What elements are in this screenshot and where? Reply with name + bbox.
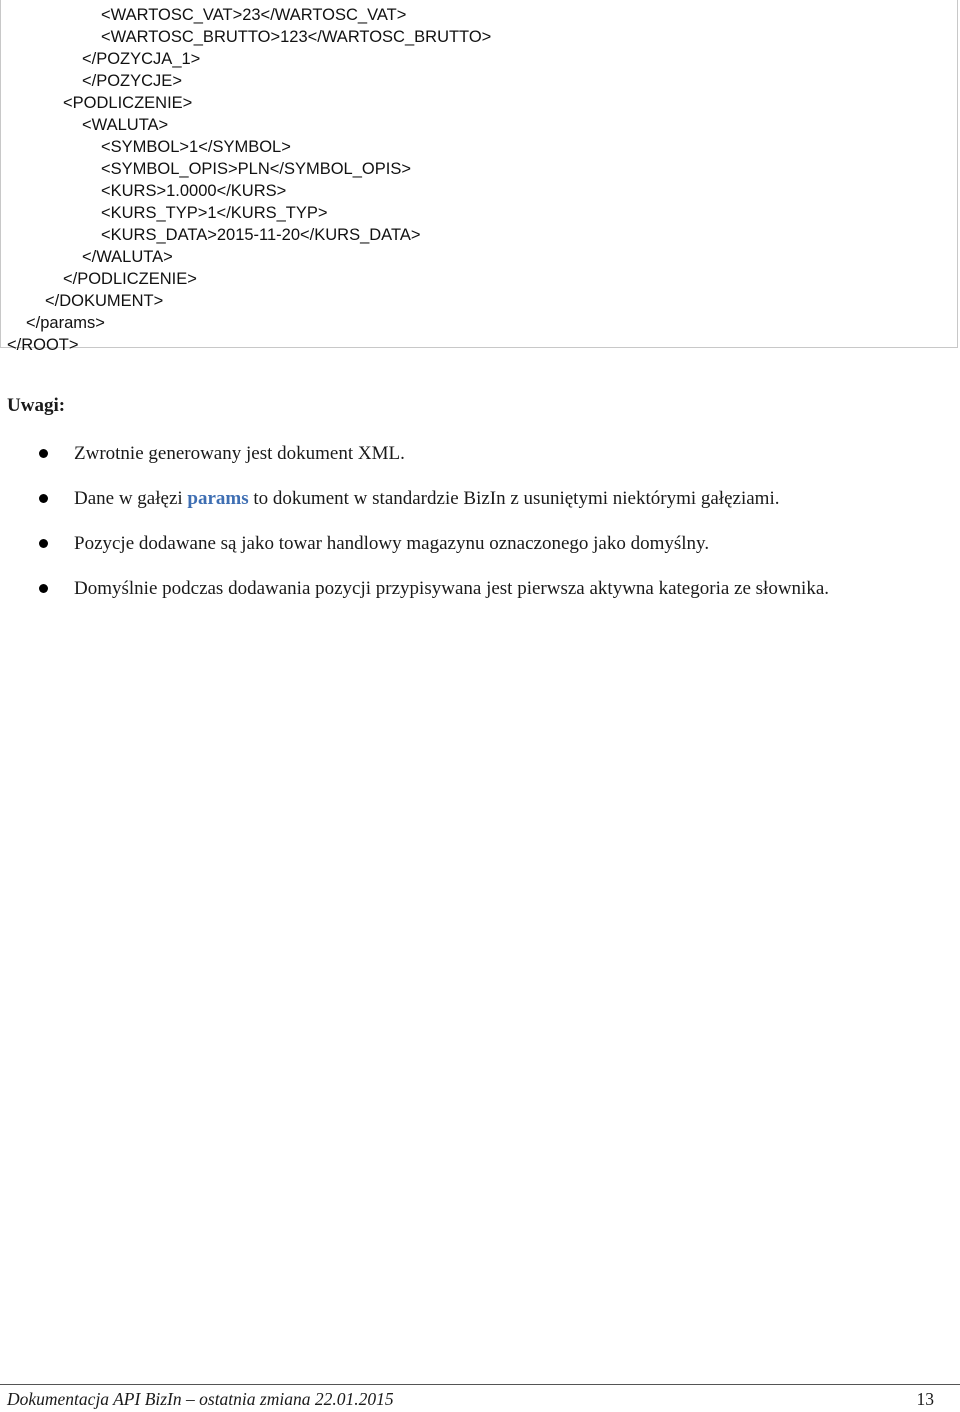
code-line: <SYMBOL_OPIS>PLN</SYMBOL_OPIS>	[101, 160, 411, 178]
code-line: <PODLICZENIE>	[63, 94, 193, 112]
code-line: <WARTOSC_VAT>23</WARTOSC_VAT>	[101, 6, 407, 24]
code-line: </POZYCJA_1>	[82, 50, 201, 68]
code-line: <KURS_DATA>2015-11-20</KURS_DATA>	[101, 226, 421, 244]
note-text-after: to dokument w standardzie BizIn z usuniętymi niektórymi gałęziami.	[248, 488, 780, 509]
note-text: Pozycje dodawane są jako towar handlowy magazynu oznaczonego jako domyślny.	[74, 533, 710, 554]
page-footer	[0, 1384, 960, 1410]
list-item	[0, 483, 960, 514]
code-line: </POZYCJE>	[82, 72, 182, 90]
note-text-before: Dane w gałęzi	[74, 488, 188, 509]
bullet-icon	[39, 449, 48, 458]
code-line: </ROOT>	[7, 336, 79, 354]
code-line: </PODLICZENIE>	[63, 270, 197, 288]
params-keyword: params	[187, 488, 249, 509]
code-line: <KURS_TYP>1</KURS_TYP>	[101, 204, 328, 222]
code-line: <SYMBOL>1</SYMBOL>	[101, 138, 291, 156]
code-line: </DOKUMENT>	[45, 292, 164, 310]
xml-code-block	[0, 0, 958, 354]
code-line: <WARTOSC_BRUTTO>123</WARTOSC_BRUTTO>	[101, 28, 492, 46]
bullet-icon	[39, 584, 48, 593]
code-line: </params>	[26, 314, 105, 332]
page-number: 13	[916, 1389, 934, 1409]
list-item	[0, 573, 960, 604]
footer-text: Dokumentacja API BizIn – ostatnia zmiana 22.01.2015	[7, 1389, 394, 1409]
bullet-icon	[39, 539, 48, 548]
list-item	[0, 528, 960, 559]
note-text: Zwrotnie generowany jest dokument XML.	[74, 443, 405, 464]
note-text: Domyślnie podczas dodawania pozycji przypisywana jest pierwsza aktywna kategoria ze słownika.	[74, 578, 829, 599]
code-line: <KURS>1.0000</KURS>	[101, 182, 287, 200]
code-line: </WALUTA>	[82, 248, 173, 266]
code-line: <WALUTA>	[82, 116, 169, 134]
notes-list	[0, 438, 960, 618]
list-item	[0, 438, 960, 469]
notes-heading: Uwagi:	[7, 395, 66, 416]
bullet-icon	[39, 494, 48, 503]
